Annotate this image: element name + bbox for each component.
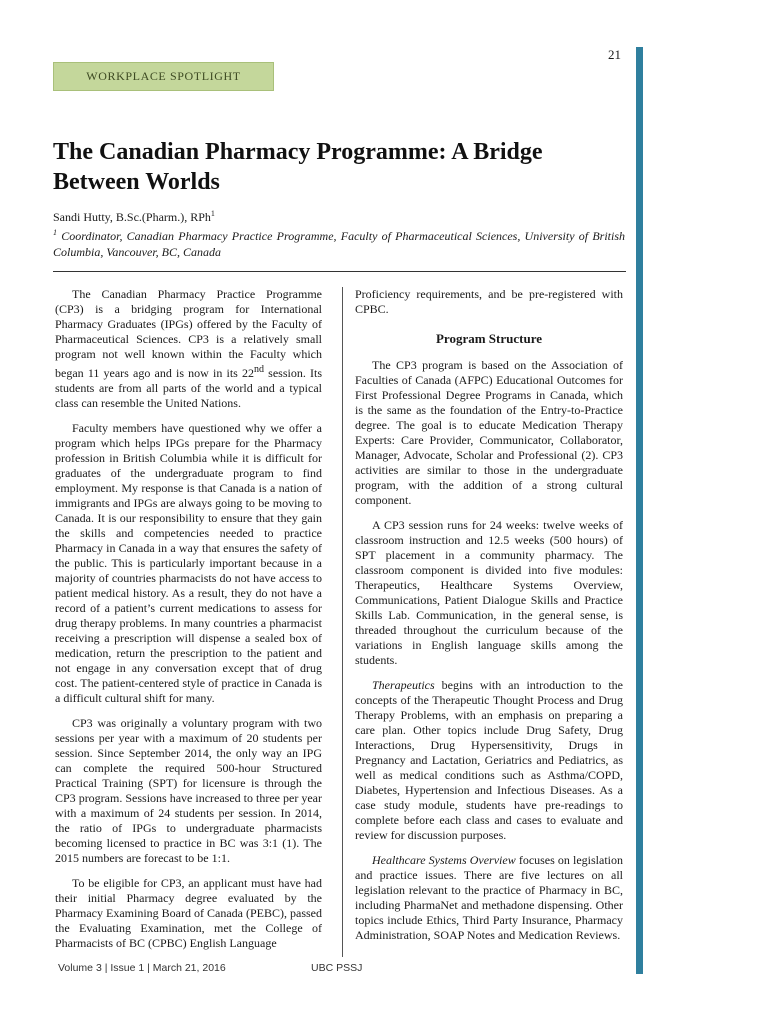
paragraph: A CP3 session runs for 24 weeks: twelve weeks of classroom instruction and 12.5 weeks (500 hours) of SPT placement in a community pharmacy. The classroom component is divided into five modules: Therapeutics, Healthcare Systems Overview, Communications, Patient Dialogue Skills and Practice Skills Lab. Communication, in the general sense, is threaded throughout the curriculum because of the variations in English language skills among the students. — [355, 518, 623, 667]
paragraph-text: session. Its students are from all parts of the world and a typical class can resemble the United Nations. — [55, 366, 322, 410]
paragraph: The CP3 program is based on the Association of Faculties of Canada (AFPC) Educational Outcomes for First Professional Degree Programs in Canada, which is the same as the foundation of the Entry-to-Practice degree. The goal is to educate Medication Therapy Experts: Care Provider, Communicator, Collaborator, Manager, Advocate, Scholar and Professional (2). CP3 activities are similar to those in the undergraduate program, with the addition of a strong cultural component. — [355, 358, 623, 507]
right-column — [355, 287, 623, 953]
paragraph: To be eligible for CP3, an applicant must have had their initial Pharmacy degree evaluated by the Pharmacy Examining Board of Canada (PEBC), passed the Evaluating Examination, met the College of Pharmacists of BC (CPBC) English Language — [55, 876, 322, 950]
paragraph — [355, 678, 623, 843]
author-line — [53, 209, 215, 225]
paragraph — [355, 853, 623, 943]
accent-side-bar — [636, 47, 643, 974]
affiliation-text: Coordinator, Canadian Pharmacy Practice Programme, Faculty of Pharmaceutical Sciences, University of British Columbia, Vancouver, BC, Canada — [53, 229, 625, 259]
ordinal-suffix: nd — [254, 364, 264, 375]
affil-marker: 1 — [53, 228, 57, 237]
author-affil-marker: 1 — [210, 209, 215, 218]
footer-journal: UBC PSSJ — [311, 962, 363, 974]
left-column — [55, 287, 322, 961]
column-divider — [342, 287, 343, 957]
article-title: The Canadian Pharmacy Programme: A Bridge Between Worlds — [53, 139, 543, 195]
author-name: Sandi Hutty, B.Sc.(Pharm.), RPh — [53, 210, 211, 224]
paragraph-text: focuses on legislation and practice issues. There are five lectures on all legislation relevant to the practice of Pharmacy in BC, including PharmaNet and methadone dispensing. Other topics include Ethics, Third Party Insurance, Pharmacy Administration, SOAP Notes and Medication Reviews. — [355, 853, 623, 942]
section-label: WORKPLACE SPOTLIGHT — [53, 62, 274, 91]
paragraph: CP3 was originally a voluntary program with two sessions per year with a maximum of 20 students per session. Since September 2014, the only way an IPG can complete the required 500-hour Structured Practical Training (SPT) for licensure is through the CP3 program. Sessions have increased to three per year with a maximum of 24 students per session. In 2014, the ratio of IPGs to undergraduate pharmacists becoming licensed to practice in BC was 3:1 (1). The 2015 numbers are forecast to be 1:1. — [55, 716, 322, 865]
affiliation — [53, 225, 625, 260]
page-number: 21 — [608, 47, 621, 62]
module-name: Therapeutics — [372, 678, 435, 692]
paragraph-text: The Canadian Pharmacy Practice Programme (CP3) is a bridging program for International Pharmacy Graduates (IPGs) offered by the Faculty of Pharmaceutical Sciences. CP3 is a relatively small program not well known within the Faculty which began 11 years ago and is now in its 22 — [55, 287, 322, 380]
paragraph: Proficiency requirements, and be pre-registered with CPBC. — [355, 287, 623, 316]
paragraph — [55, 287, 322, 411]
module-name: Healthcare Systems Overview — [372, 853, 516, 867]
section-heading: Program Structure — [435, 331, 543, 346]
paragraph: Faculty members have questioned why we offer a program which helps IPGs prepare for the Pharmacy profession in British Columbia while it is difficult for graduates of the undergraduate program to find employment. My response is that Canada is a nation of immigrants and IPGs are always going to be moving to Canada. It is our responsibility to ensure that they gain the skills and competencies needed to practice Pharmacy in Canada in a way that ensures the safety of the public. This is particularly important because in a majority of countries pharmacists do not have access to patient medical history. As a result, they do not have a record of a patient’s current medications to assess for drug therapy problems. In many countries a pharmacist receiving a prescription will dispense a sealed box of medication, return the prescription to the patient and not engage in any conversation except that of drug cost. The patient-centered style of practice in Canada is a difficult cultural shift for many. — [55, 421, 322, 705]
paragraph-text: begins with an introduction to the concepts of the Therapeutic Thought Process and Drug Therapy Problems, with an emphasis on preparing a care plan. Other topics include Drug Safety, Drug Interactions, Drug Hypersensitivity, Drugs in Pregnancy and Lactation, Geriatrics and Pediatrics, as well as medical conditions such as Asthma/COPD, Diabetes, Hypertension and Infectious Diseases. As a case study module, students have pre-readings to complete before each class and cases to evaluate and review for discussion purposes. — [355, 678, 623, 842]
header-rule — [53, 271, 626, 272]
footer-issue: Volume 3 | Issue 1 | March 21, 2016 — [58, 962, 226, 974]
